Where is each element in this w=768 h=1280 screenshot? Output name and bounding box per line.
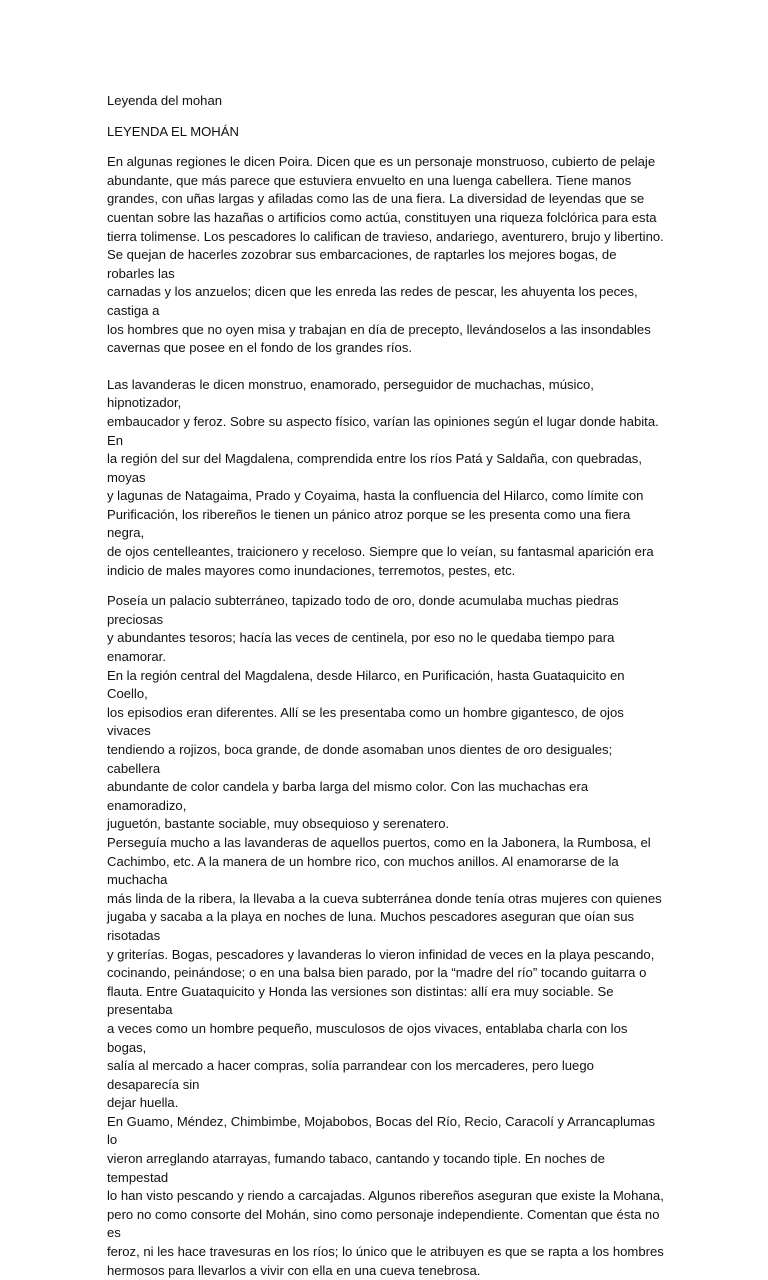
paragraph-lavanderas: Las lavanderas le dicen monstruo, enamorado, perseguidor de muchachas, músico, hipnotizador, embaucador y feroz. Sobre su aspecto físico, varían las opiniones según el lugar donde habita. En la región del sur del Magdalena, comprendida entre los ríos Patá y Saldaña, con quebradas, moyas y lagunas de Natagaima, Prado y Coyaima, hasta la confluencia del Hilarco, como límite con Purificación, los ribereños le tienen un pánico atroz porque se les presenta como una fiera negra, de ojos centelleantes, traicionero y receloso. Siempre que lo veían, su fantasmal aparición era indicio de males mayores como inundaciones, terremotos, pestes, etc. [107, 376, 659, 578]
document-title: Leyenda del mohan [107, 93, 223, 108]
paragraph-palacio: Poseía un palacio subterráneo, tapizado todo de oro, donde acumulaba muchas piedras preciosas y abundantes tesoros; hacía las veces de centinela, por eso no le quedaba tiempo para enamorar. En la región central del Magdalena, desde Hilarco, en Purificación, hasta Guataquicito en Coello, los episodios eran diferentes. Allí se les presentaba como un hombre gigantesco, de ojos vivaces tendiendo a rojizos, boca grande, de donde asomaban unos dientes de oro desiguales; cabellera abundante de color candela y barba larga del mismo color. Con las muchachas era enamoradizo, juguetón, bastante sociable, muy obsequioso y serenatero. [107, 593, 625, 832]
paragraph-poira: En algunas regiones le dicen Poira. Dicen que es un personaje monstruoso, cubierto de pelaje abundante, que más parece que estuviera envuelto en una luenga cabellera. Tiene manos grandes, con uñas largas y afiladas como las de una fiera. La diversidad de leyendas que se cuentan sobre las hazañas o artificios como actúa, constituyen una riqueza folclórica para esta tierra tolimense. Los pescadores lo califican de travieso, andariego, aventurero, brujo y libertino. Se quejan de hacerles zozobrar sus embarcaciones, de raptarles los mejores bogas, de robarles las carnadas y los anzuelos; dicen que les enreda las redes de pescar, les ahuyenta los peces, castiga a los hombres que no oyen misa y trabajan en día de precepto, llevándoselos a las insondables cavernas que posee en el fondo de los grandes ríos. [107, 154, 664, 356]
paragraph-guamo: En Guamo, Méndez, Chimbimbe, Mojabobos, Bocas del Río, Recio, Caracolí y Arrancaplumas lo vieron arreglando atarrayas, fumando tabaco, cantando y tocando tiple. En noches de tempestad lo han visto pescando y riendo a carcajadas. Algunos ribereños aseguran que existe la Mohana, pero no como consorte del Mohán, sino como personaje independiente. Comentan que ésta no es feroz, ni les hace travesuras en los ríos; lo único que le atribuyen es que se rapta a los hombres hermosos para llevarlos a vivir con ella en una cueva tenebrosa. [107, 1113, 664, 1278]
document-heading: LEYENDA EL MOHÁN [107, 123, 239, 139]
paragraph-perseguia: Perseguía mucho a las lavanderas de aquellos puertos, como en la Jabonera, la Rumbosa, el Cachimbo, etc. A la manera de un hombre rico, con muchos anillos. Al enamorarse de la muchacha más linda de la ribera, la llevaba a la cueva subterránea donde tenía otras mujeres con quienes jugaba y sacaba a la playa en noches de luna. Muchos pescadores aseguran que oían sus risotadas y griterías. Bogas, pescadores y lavanderas lo vieron infinidad de veces en la playa pescando, cocinando, peinándose; o en una balsa bien parado, por la “madre del río” tocando guitarra o flauta. Entre Guataquicito y Honda las versiones son distintas: allí era muy sociable. Se presentaba a veces como un hombre pequeño, musculosos de ojos vivaces, entablaba charla con los bogas, salía al mercado a hacer compras, solía parrandear con los mercaderes, pero luego desaparecía sin dejar huella. [107, 834, 662, 1111]
document-body [107, 92, 667, 1280]
